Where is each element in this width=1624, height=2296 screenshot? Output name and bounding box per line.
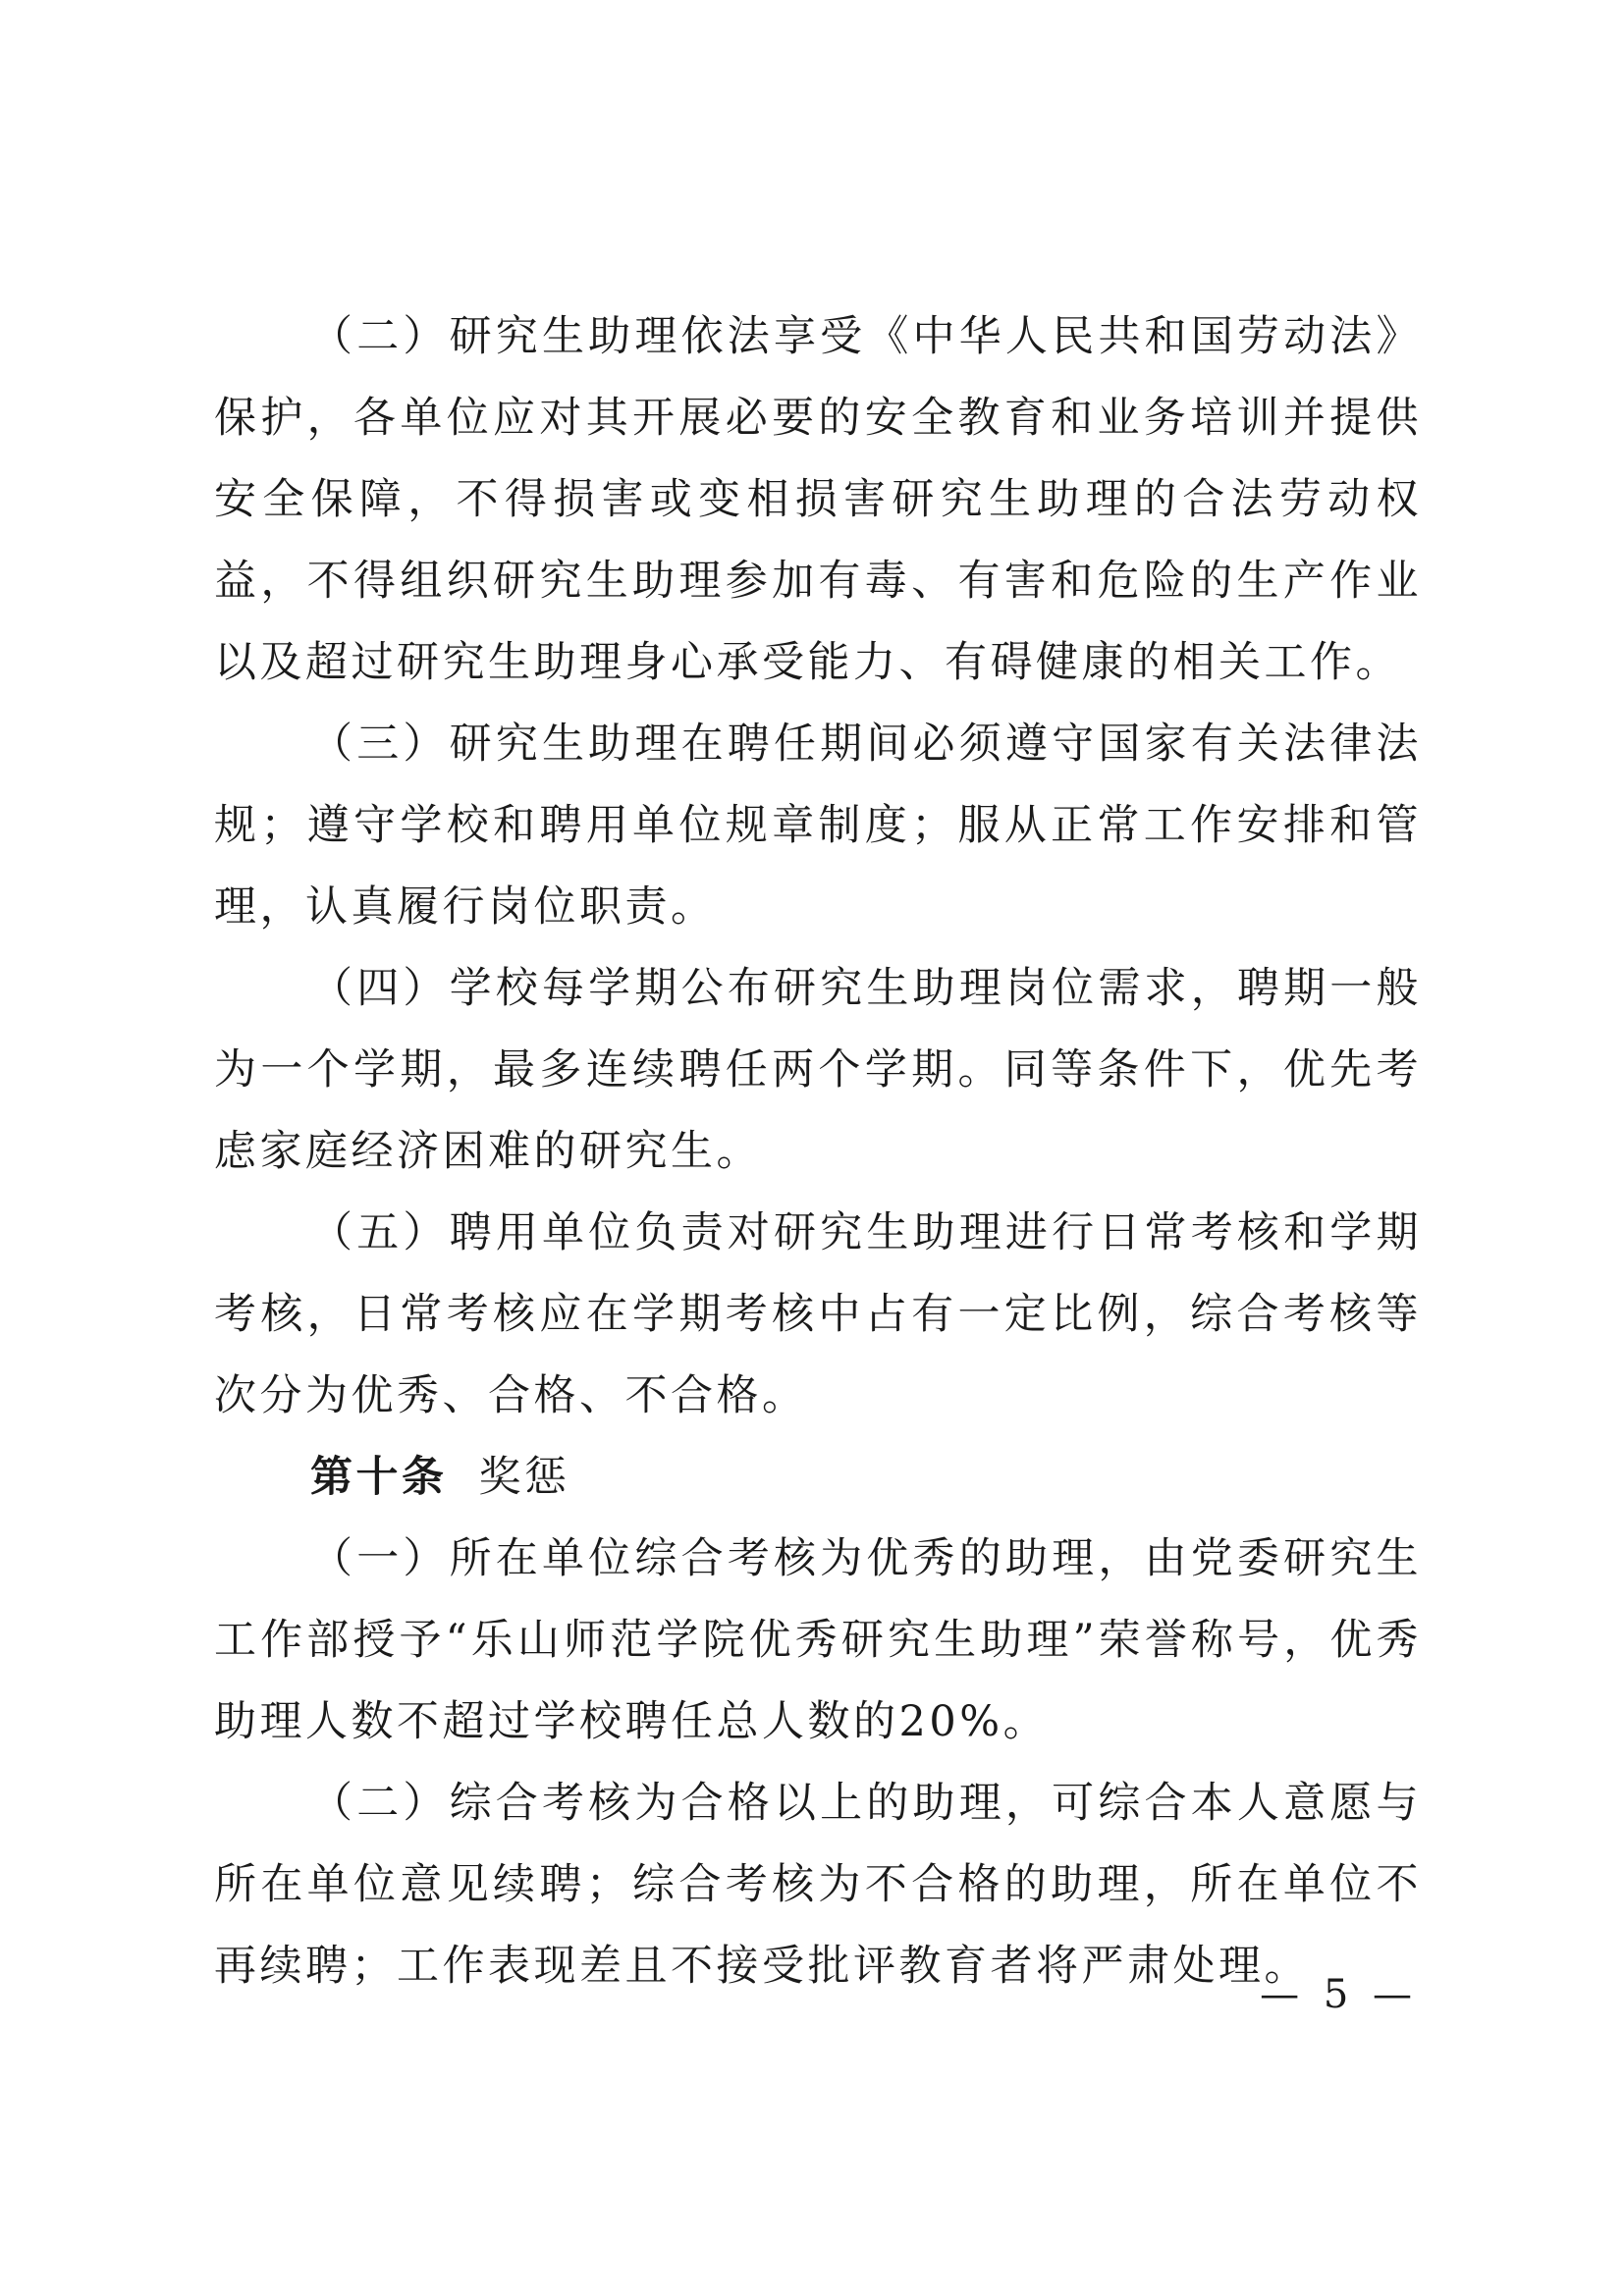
document-body bbox=[214, 296, 1422, 2007]
paragraph-reward-1: （一）所在单位综合考核为优秀的助理，由党委研究生工作部授予“乐山师范学院优秀研究生助理”荣誉称号，优秀助理人数不超过学校聘任总人数的20%。 bbox=[214, 1534, 1422, 1746]
article-heading bbox=[214, 1437, 1422, 1519]
article-title: 奖惩 bbox=[478, 1453, 570, 1502]
paragraph-4: （四）学校每学期公布研究生助理岗位需求，聘期一般为一个学期，最多连续聘任两个学期。同等条件下，优先考虑家庭经济困难的研究生。 bbox=[214, 964, 1422, 1176]
article-number: 第十条 bbox=[310, 1453, 448, 1502]
paragraph-3: （三）研究生助理在聘任期间必须遵守国家有关法律法规；遵守学校和聘用单位规章制度；服从正常工作安排和管理，认真履行岗位职责。 bbox=[214, 720, 1422, 932]
paragraph-reward-2: （二）综合考核为合格以上的助理，可综合本人意愿与所在单位意见续聘；综合考核为不合格的助理，所在单位不再续聘；工作表现差且不接受批评教育者将严肃处理。 bbox=[214, 1779, 1422, 1991]
page-number: — 5 — bbox=[1260, 1972, 1418, 2017]
paragraph-2: （二）研究生助理依法享受《中华人民共和国劳动法》保护，各单位应对其开展必要的安全教育和业务培训并提供安全保障，不得损害或变相损害研究生助理的合法劳动权益，不得组织研究生助理参加有毒、有害和危险的生产作业以及超过研究生助理身心承受能力、有碍健康的相关工作。 bbox=[214, 312, 1422, 687]
paragraph-5: （五）聘用单位负责对研究生助理进行日常考核和学期考核，日常考核应在学期考核中占有一定比例，综合考核等次分为优秀、合格、不合格。 bbox=[214, 1208, 1422, 1420]
